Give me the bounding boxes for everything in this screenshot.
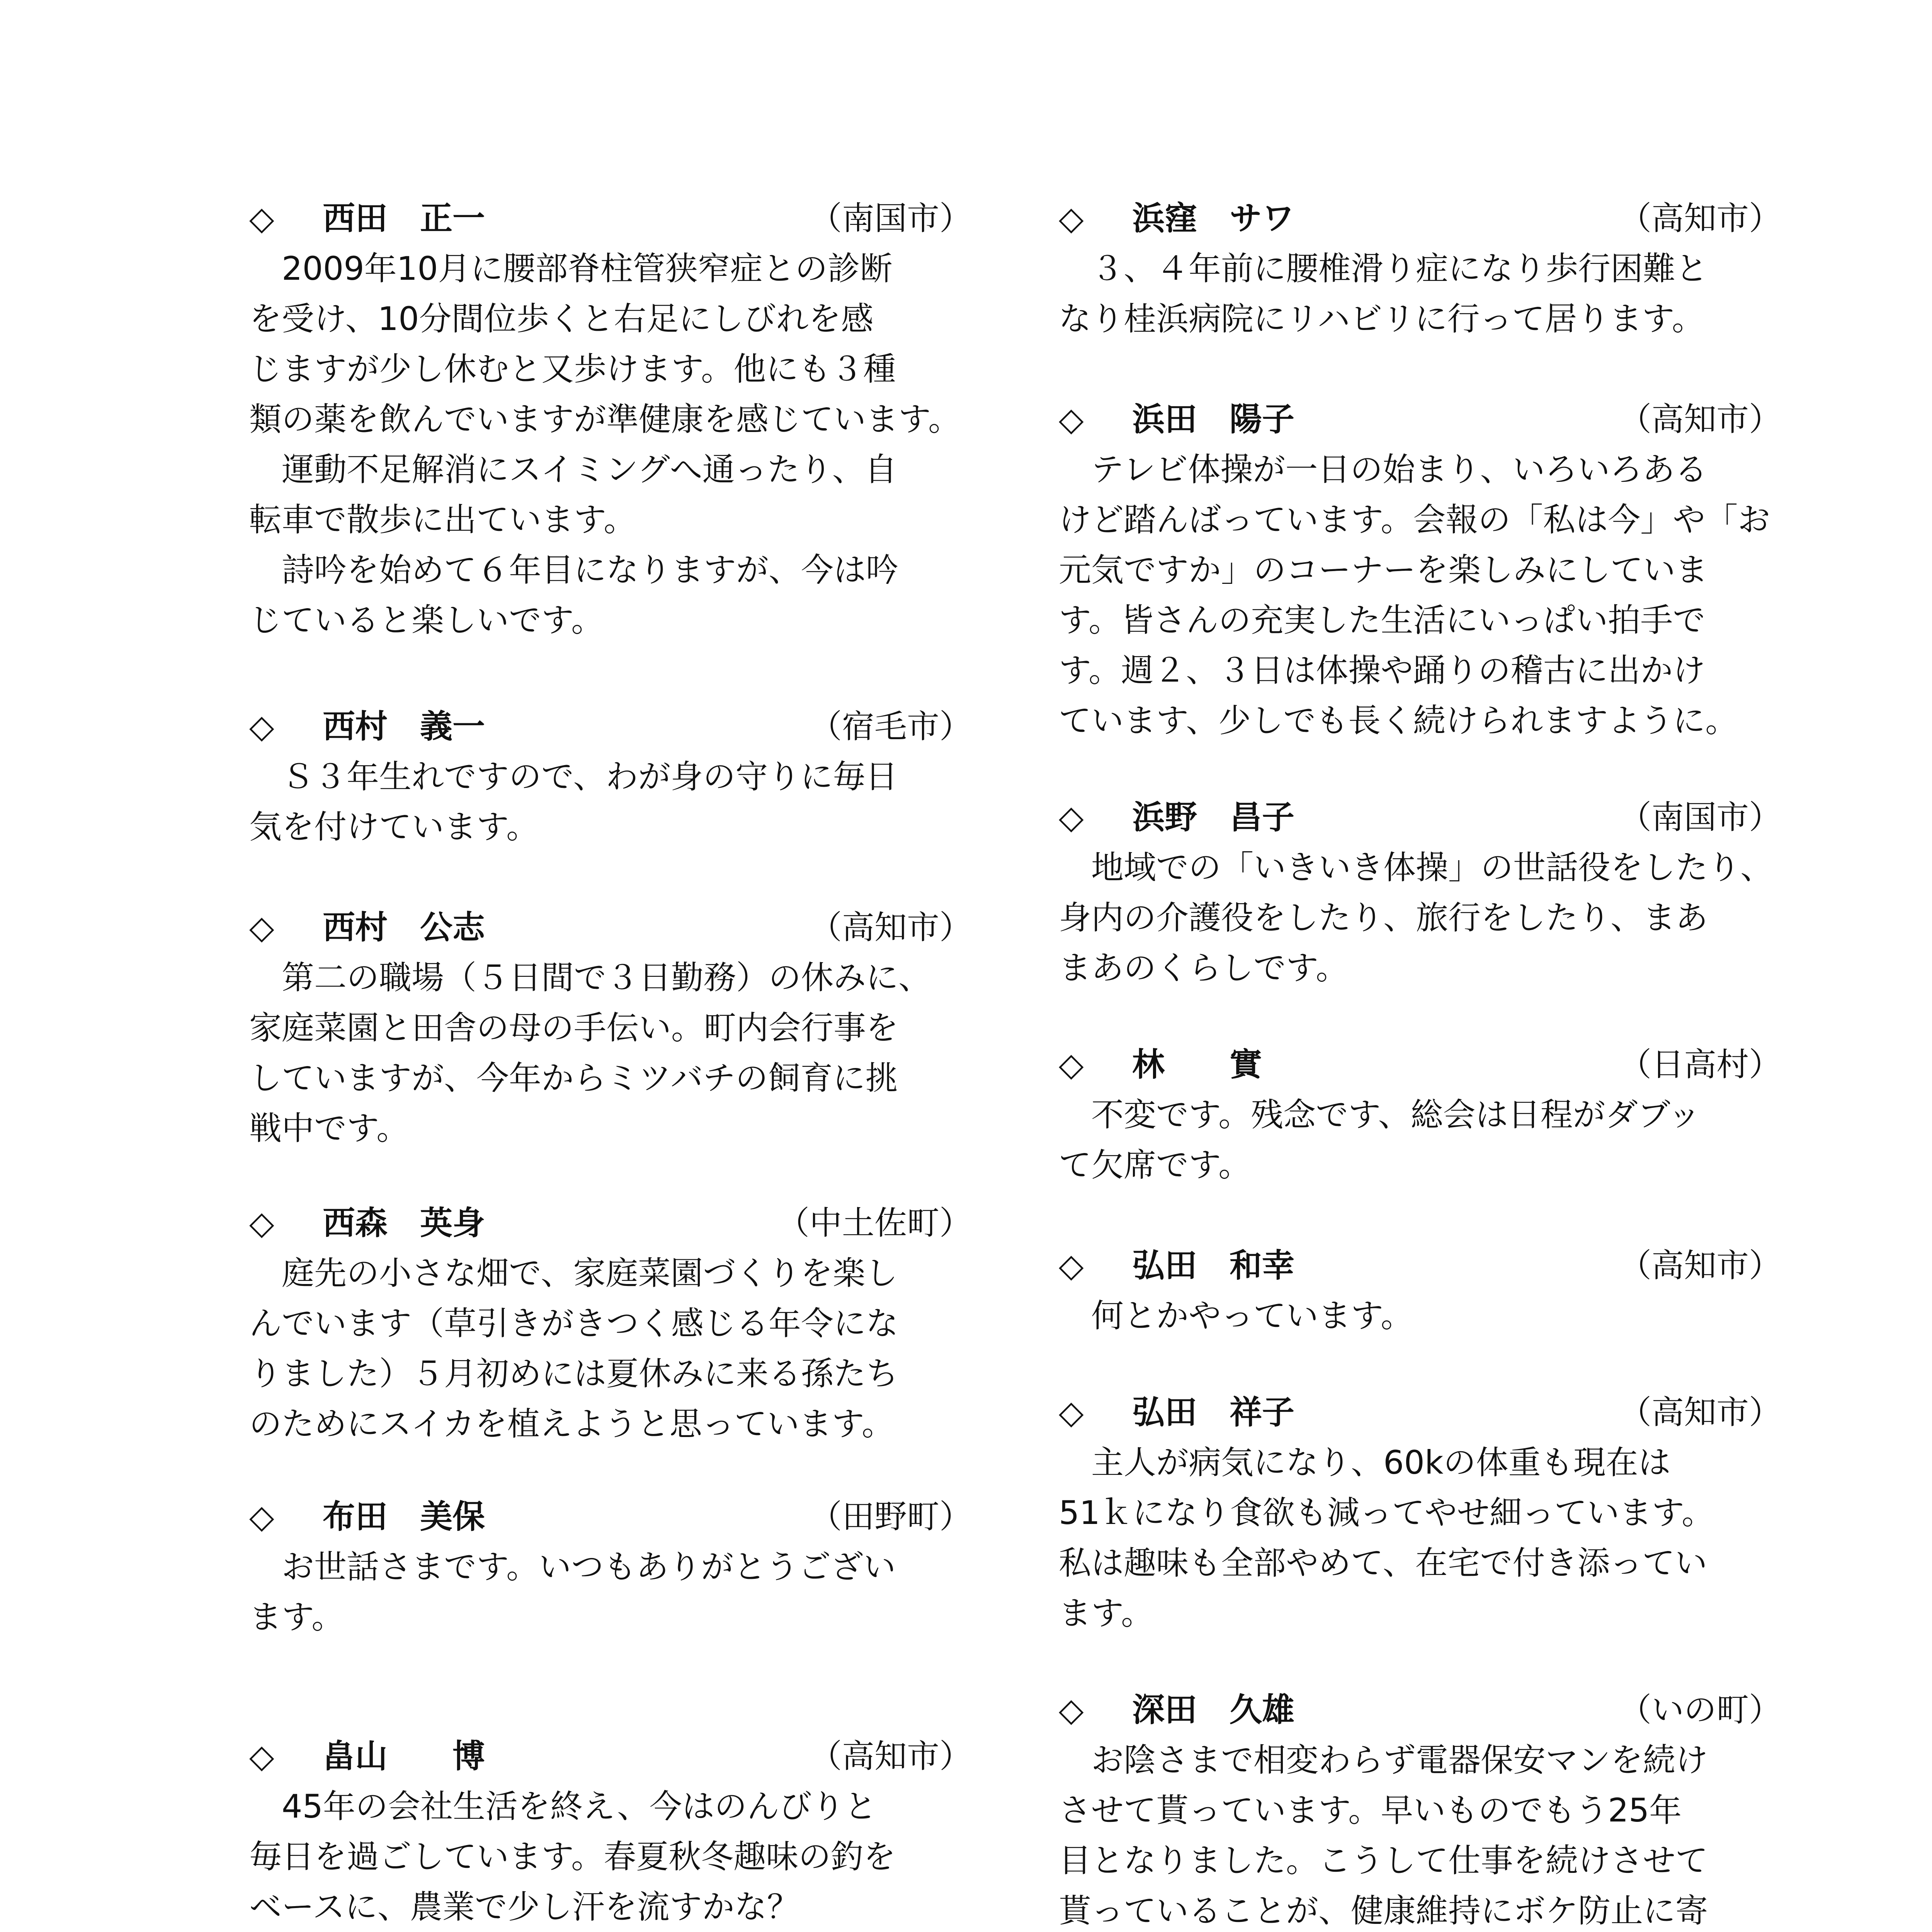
entry-6 <box>1059 1387 1781 1638</box>
member-location: （高知市） <box>1619 1393 1781 1431</box>
diamond-icon: ◇ <box>249 1204 274 1242</box>
entry-text-line: 元気ですか」のコーナーを楽しみにしていま <box>1059 551 1708 589</box>
entry-text-line: Ｓ３年生れですので、わが身の守りに毎日 <box>249 758 898 796</box>
diamond-icon: ◇ <box>249 199 274 237</box>
member-location: （高知市） <box>809 1737 972 1775</box>
entry-text-line: ます。 <box>1059 1594 1154 1632</box>
entry-4 <box>1059 1039 1781 1190</box>
entry-text-line: ています、少しでも長く続けられますように。 <box>1059 702 1738 740</box>
member-name: 浜野 昌子 <box>1132 798 1295 836</box>
member-name: 弘田 和幸 <box>1132 1247 1295 1284</box>
entry-7 <box>1059 1685 1781 1932</box>
member-name: 西森 英身 <box>323 1204 485 1242</box>
entry-text-line: 2009年10月に腰部脊柱管狭窄症との診断 <box>249 250 893 287</box>
entry-header <box>1059 1387 1781 1437</box>
member-location: （南国市） <box>1619 798 1781 836</box>
entry-text-line: 貰っていることが、健康維持にボケ防止に寄 <box>1059 1892 1708 1930</box>
entry-text-line: ３、４年前に腰椎滑り症になり歩行困難と <box>1059 250 1708 287</box>
entry-text-line: 私は趣味も全部やめて、在宅で付き添ってい <box>1059 1544 1708 1582</box>
diamond-icon: ◇ <box>1059 400 1084 438</box>
entry-text-line: 気を付けています。 <box>249 808 539 846</box>
entry-text-line: す。皆さんの充実した生活にいっぱい拍手で <box>1059 601 1706 639</box>
entry-text-line: 不変です。残念です、総会は日程がダブッ <box>1059 1096 1701 1134</box>
entry-text-line: 51ｋになり食欲も減ってやせ細っています。 <box>1059 1494 1714 1532</box>
member-location: （高知市） <box>809 908 972 946</box>
entry-text-line: していますが、今年からミツバチの飼育に挑 <box>249 1059 898 1097</box>
entry-text-line: させて貰っています。早いものでもう25年 <box>1059 1791 1682 1829</box>
member-location: （いの町） <box>1619 1691 1781 1729</box>
entry-text-line: りました）５月初めには夏休みに来る孫たち <box>249 1355 899 1393</box>
entry-text-line: なり桂浜病院にリハビリに行って居ります。 <box>1059 300 1704 338</box>
entry-header <box>249 1198 972 1248</box>
entry-text-line: お陰さまで相変わらず電器保安マンを続け <box>1059 1741 1708 1779</box>
member-location: （中土佐町） <box>777 1204 972 1242</box>
member-name: 西村 義一 <box>323 707 485 745</box>
member-location: （南国市） <box>809 199 972 237</box>
entry-1 <box>249 193 972 645</box>
member-name: 西村 公志 <box>323 908 485 946</box>
member-name: 畠山 博 <box>323 1737 485 1775</box>
entry-text-line: 転車で散歩に出ています。 <box>249 501 636 539</box>
member-name: 林 實 <box>1132 1046 1262 1083</box>
entry-6 <box>249 1731 972 1932</box>
diamond-icon: ◇ <box>1059 1046 1084 1083</box>
entry-text-line: 詩吟を始めて６年目になりますが、今は吟 <box>249 551 899 589</box>
member-name: 西田 正一 <box>323 199 485 237</box>
diamond-icon: ◇ <box>1059 1247 1084 1284</box>
entry-2 <box>1059 394 1781 746</box>
member-location: （田野町） <box>809 1498 972 1536</box>
member-location: （高知市） <box>1619 1247 1781 1284</box>
entry-text-line: 庭先の小さな畑で、家庭菜園づくりを楽し <box>249 1254 898 1292</box>
entry-text-line: 戦中です。 <box>249 1109 409 1147</box>
diamond-icon: ◇ <box>249 1498 274 1536</box>
member-name: 浜窪 サワ <box>1132 199 1295 237</box>
member-name: 弘田 祥子 <box>1132 1393 1295 1431</box>
entry-3 <box>249 902 972 1153</box>
entry-text-line: 類の薬を飲んでいますが準健康を感じています。 <box>249 400 961 438</box>
entry-header <box>1059 792 1781 842</box>
entry-header <box>249 701 972 752</box>
entry-text-line: 目となりました。こうして仕事を続けさせて <box>1059 1842 1708 1879</box>
entry-text-line: じていると楽しいです。 <box>249 601 604 639</box>
entry-text-line: を受け、10分間位歩くと右足にしびれを感 <box>249 300 874 338</box>
diamond-icon: ◇ <box>1059 199 1084 237</box>
entry-text-line: テレビ体操が一日の始まり、いろいろある <box>1059 451 1708 488</box>
entry-text-line: 地域での「いきいき体操」の世話役をしたり、 <box>1059 849 1773 886</box>
entry-header <box>1059 1685 1781 1735</box>
entry-text-line: ます。 <box>249 1598 344 1636</box>
member-name: 浜田 陽子 <box>1132 400 1295 438</box>
member-location: （高知市） <box>1619 199 1781 237</box>
entry-text-line: 主人が病気になり、60kの体重も現在は <box>1059 1444 1671 1481</box>
entry-2 <box>249 701 972 852</box>
member-location: （宿毛市） <box>809 707 972 745</box>
entry-1 <box>1059 193 1781 344</box>
diamond-icon: ◇ <box>1059 1691 1084 1729</box>
diamond-icon: ◇ <box>249 1737 274 1775</box>
entry-5 <box>1059 1240 1781 1341</box>
entry-text-line: 第二の職場（５日間で３日勤務）の休みに、 <box>249 959 931 997</box>
entry-text-line: まあのくらしです。 <box>1059 949 1349 987</box>
entry-header <box>1059 193 1781 243</box>
entry-text-line: て欠席です。 <box>1059 1146 1251 1184</box>
entry-text-line: 毎日を過ごしています。春夏秋冬趣味の釣を <box>249 1838 896 1876</box>
entry-header <box>249 193 972 243</box>
entry-text-line: 45年の会社生活を終え、今はのんびりと <box>249 1787 877 1825</box>
entry-header <box>249 1731 972 1781</box>
entry-text-line: 家庭菜園と田舎の母の手伝い。町内会行事を <box>249 1009 899 1047</box>
diamond-icon: ◇ <box>249 707 274 745</box>
entry-text-line: 何とかやっています。 <box>1059 1297 1413 1335</box>
entry-header <box>1059 394 1781 444</box>
entry-text-line: お世話さまです。いつもありがとうござい <box>249 1548 896 1586</box>
member-name: 布田 美保 <box>323 1498 485 1536</box>
entry-text-line: 運動不足解消にスイミングへ通ったり、自 <box>249 451 897 488</box>
entry-4 <box>249 1198 972 1449</box>
entry-header <box>1059 1240 1781 1291</box>
entry-text-line: けど踏んばっています。会報の「私は今」や「お <box>1059 501 1770 539</box>
diamond-icon: ◇ <box>1059 1393 1084 1431</box>
entry-header <box>249 1492 972 1542</box>
diamond-icon: ◇ <box>249 908 274 946</box>
member-location: （高知市） <box>1619 400 1781 438</box>
entry-5 <box>249 1492 972 1642</box>
diamond-icon: ◇ <box>1059 798 1084 836</box>
entry-header <box>249 902 972 952</box>
entry-text-line: のためにスイカを植えようと思っています。 <box>249 1405 895 1443</box>
entry-text-line: 身内の介護役をしたり、旅行をしたり、まあ <box>1059 899 1708 937</box>
entry-text-line: じますが少し休むと又歩けます。他にも３種 <box>249 350 896 388</box>
entry-text-line: んでいます（草引きがきつく感じる年令にな <box>249 1304 899 1342</box>
member-name: 深田 久雄 <box>1132 1691 1295 1729</box>
entry-header <box>1059 1039 1781 1090</box>
entry-3 <box>1059 792 1781 993</box>
entry-text-line: す。週２、３日は体操や踊りの稽古に出かけ <box>1059 651 1706 689</box>
entry-text-line: ベースに、農業で少し汗を流すかな？ <box>249 1888 799 1926</box>
member-location: （日高村） <box>1619 1046 1781 1083</box>
